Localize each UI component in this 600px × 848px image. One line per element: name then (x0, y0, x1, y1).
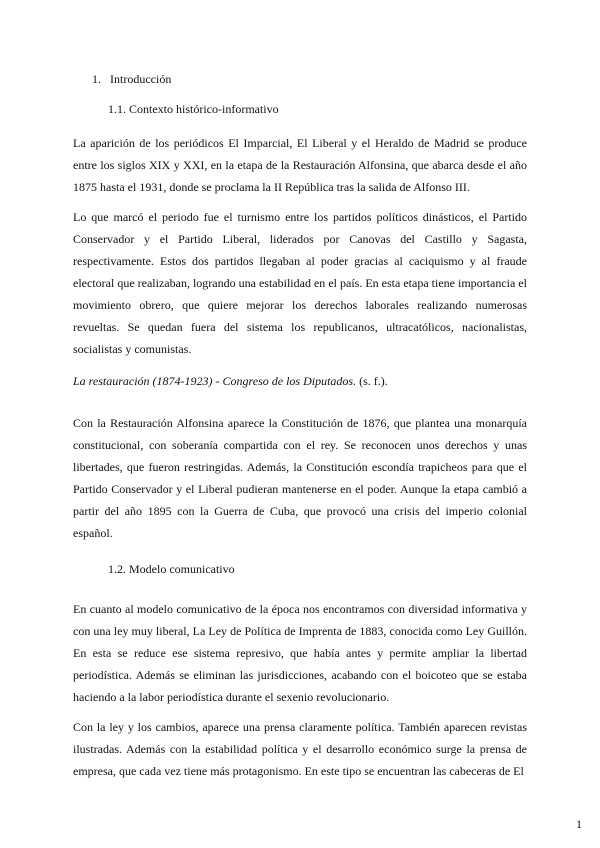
subheading-title: Contexto histórico-informativo (129, 102, 279, 116)
page-number: 1 (576, 817, 582, 831)
paragraph-prensa-politica: Con la ley y los cambios, aparece una prensa claramente política. También aparecen revistas ilustradas. Además con la estabilidad política y el desarrollo económico surge la prensa de empresa, que cada vez tiene más protagonismo. En este tipo se encuentran las cabeceras de El (73, 720, 527, 778)
citation-title: La restauración (1874-1923) - Congreso de los Diputados. (73, 374, 357, 388)
subheading-number: 1.1. (108, 102, 126, 116)
subheading-number: 1.2. (108, 562, 126, 576)
citation-date: (s. f.). (356, 374, 388, 388)
paragraph-constitucion: Con la Restauración Alfonsina aparece la Constitución de 1876, que plantea una monarquía constitucional, con soberanía compartida con el rey. Se reconocen unos derechos y unas libertades, que fueron restringidas. Además, la Constitución escondía trapicheos para que el Partido Conservador y el Liberal pudieran mantenerse en el poder. Aunque la etapa cambió a partir del año 1895 con la Guerra de Cuba, que provocó una crisis del imperio colonial español. (73, 416, 527, 540)
heading-number: 1. (92, 72, 101, 86)
subheading-modelo (108, 562, 235, 577)
heading-introduccion (92, 72, 171, 87)
paragraph-turnismo: Lo que marcó el periodo fue el turnismo entre los partidos políticos dinásticos, el Partido Conservador y el Partido Liberal, liderados por Canovas del Castillo y Sagasta, respectivamente. Estos dos partidos llegaban al poder gracias al caciquismo y al fraude electoral que realizaban, logrando una estabilidad en el país. En esta etapa tiene importancia el movimiento obrero, que quiere mejorar los derechos laborales realizando numerosas revueltas. Se quedan fuera del sistema los republicanos, ultracatólicos, nacionalistas, socialistas y comunistas. (73, 210, 527, 356)
subheading-contexto (108, 102, 279, 117)
citation (73, 374, 527, 389)
paragraph-ley-imprenta: En cuanto al modelo comunicativo de la época nos encontramos con diversidad informativa y con una ley muy liberal, La Ley de Política de Imprenta de 1883, conocida como Ley Guillón. En esta se reduce ese sistema represivo, que había antes y permite ampliar la libertad periodística. Además se eliminan las jurisdicciones, acabando con el boicoteo que se estaba haciendo a la labor periodística durante el sexenio revolucionario. (73, 602, 527, 704)
heading-title: Introducción (110, 72, 172, 86)
subheading-title: Modelo comunicativo (129, 562, 235, 576)
paragraph-aparicion: La aparición de los periódicos El Imparcial, El Liberal y el Heraldo de Madrid se produce entre los siglos XIX y XXI, en la etapa de la Restauración Alfonsina, que abarca desde el año 1875 hasta el 1931, donde se proclama la II República tras la salida de Alfonso III. (73, 136, 527, 194)
